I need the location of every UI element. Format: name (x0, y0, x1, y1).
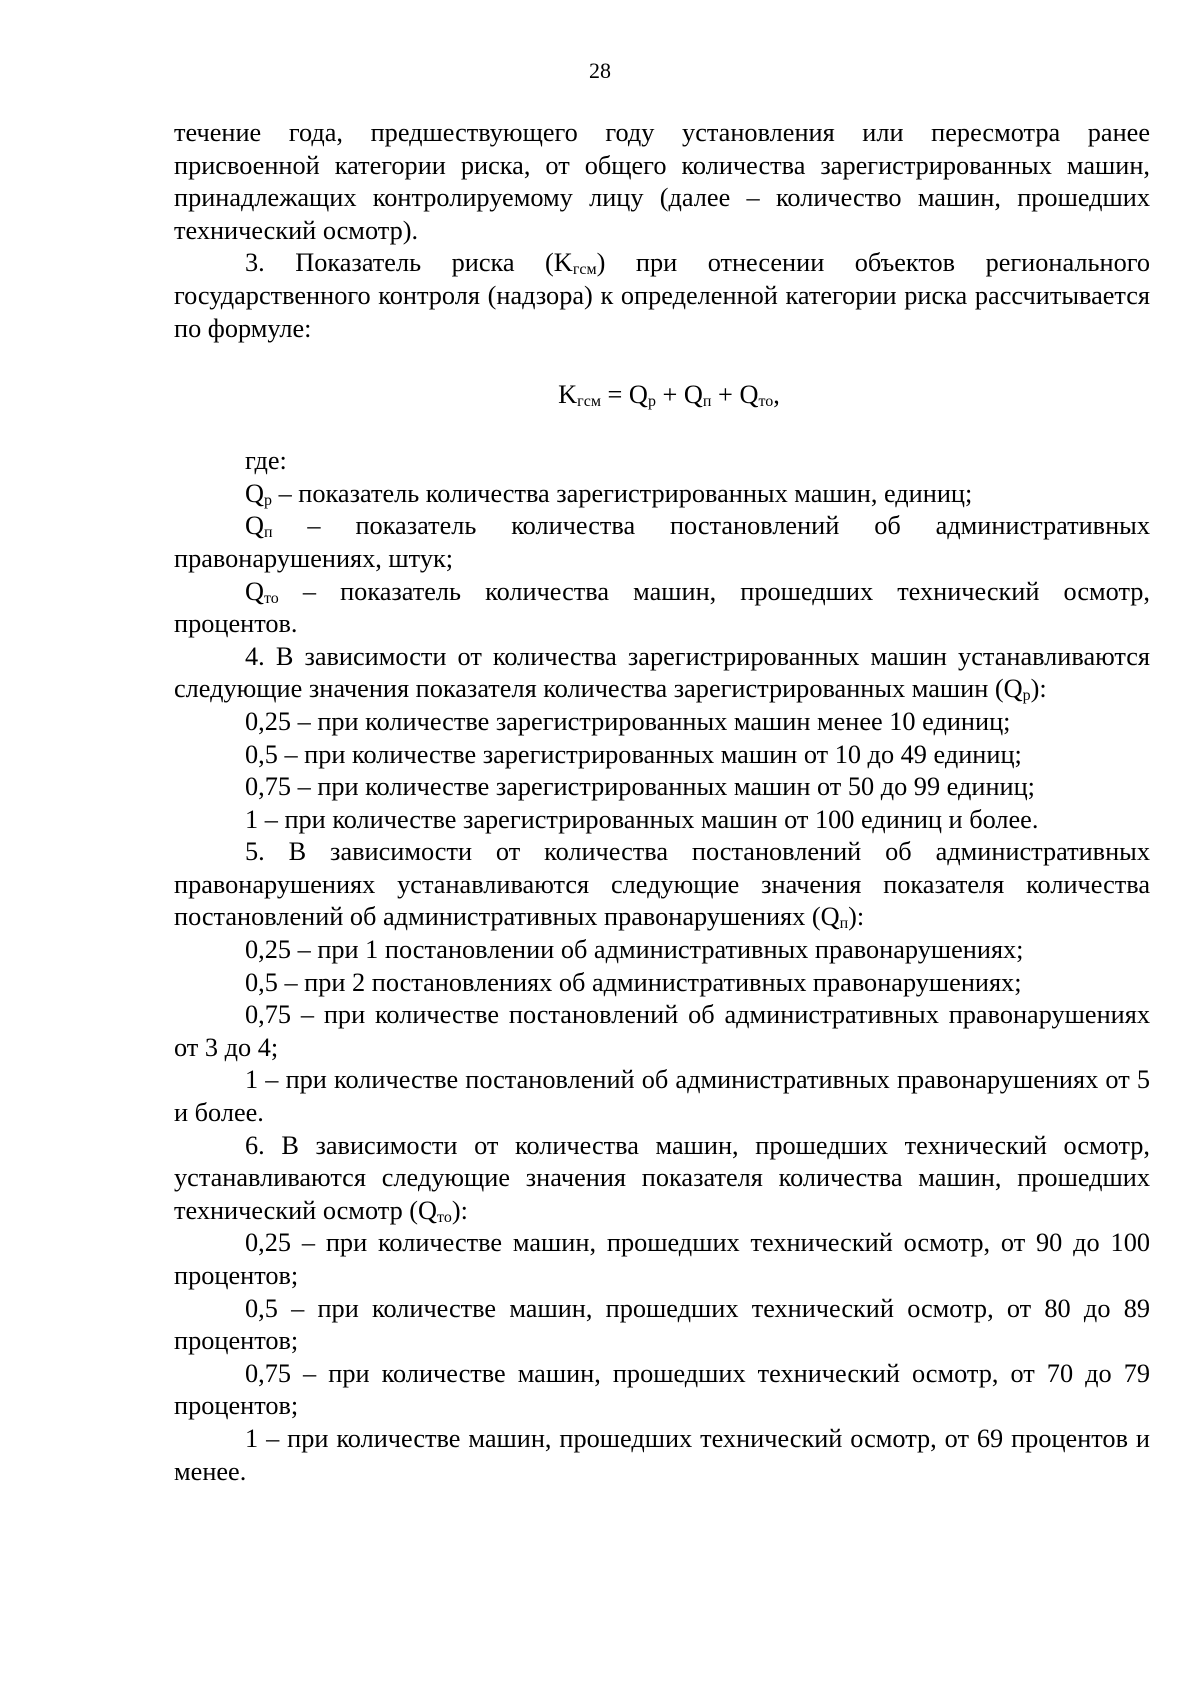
paragraph-text: ): (451, 1195, 468, 1225)
paragraph-item-3 (174, 247, 1150, 345)
subscript: п (264, 524, 273, 542)
subscript: то (758, 393, 774, 411)
paragraph-text: 5. В зависимости от количества постановлений об административных правонарушениях устанавливаются следующие значения показателя количества постановлений об административных правонарушениях (Q (174, 837, 1150, 932)
page-number: 28 (589, 58, 611, 83)
formula-symbol: Q (245, 511, 264, 541)
paragraph-text: 3. Показатель риска (K (245, 248, 573, 278)
paragraph-text: – показатель количества постановлений об административных правонарушениях, штук; (174, 511, 1150, 573)
list-item: 0,5 – при количестве зарегистрированных машин от 10 до 49 единиц; (245, 739, 1022, 769)
formula-symbol: Q (245, 576, 264, 606)
list-item: 0,75 – при количестве постановлений об административных правонарушениях от 3 до 4; (174, 1000, 1150, 1062)
list-item: 0,25 – при 1 постановлении об административных правонарушениях; (245, 935, 1024, 965)
list-item: 1 – при количестве зарегистрированных машин от 100 единиц и более. (245, 804, 1039, 834)
subscript: п (702, 393, 712, 411)
subscript: гсм (572, 261, 597, 279)
definition-qto (174, 576, 1150, 641)
list-item: 1 – при количестве машин, прошедших технический осмотр, от 69 процентов и менее. (174, 1423, 1150, 1486)
where-label: где: (245, 446, 287, 476)
paragraph-continuation: течение года, предшествующего году установления или пересмотра ранее присвоенной категории риска, от общего количества зарегистрированных машин, принадлежащих контролируемому лицу (далее – количество машин, прошедших технический осмотр). (174, 118, 1150, 245)
definition-qn (174, 510, 1150, 575)
list-item: 0,5 – при 2 постановлениях об административных правонарушениях; (245, 967, 1022, 997)
formula-symbol: Q (245, 478, 264, 508)
paragraph-text: – показатель количества машин, прошедших технический осмотр, процентов. (174, 576, 1150, 639)
paragraph-text: ): (1030, 674, 1047, 704)
formula-symbol: + Q (655, 380, 703, 410)
subscript: р (264, 491, 272, 509)
definition-qp (174, 478, 1150, 511)
paragraph-text: ): (848, 902, 865, 932)
list-item: 0,25 – при количестве машин, прошедших технический осмотр, от 90 до 100 процентов; (174, 1228, 1150, 1290)
formula-symbol: K (558, 380, 578, 410)
paragraph-item-6 (174, 1130, 1150, 1228)
paragraph-text: 6. В зависимости от количества машин, прошедших технический осмотр, устанавливаются следующие значения показателя количества машин, прошедших технический осмотр (Q (174, 1130, 1150, 1225)
document-body (174, 117, 1150, 1488)
list-item: 1 – при количестве постановлений об административных правонарушениях от 5 и более. (174, 1065, 1150, 1128)
subscript: р (647, 393, 656, 411)
formula-symbol: + Q (711, 380, 759, 410)
list-item: 0,75 – при количестве машин, прошедших технический осмотр, от 70 до 79 процентов; (174, 1358, 1150, 1421)
subscript: то (437, 1208, 452, 1226)
subscript: п (839, 915, 849, 933)
formula-symbol: = Q (600, 380, 648, 410)
paragraph-text: 4. В зависимости от количества зарегистрированных машин устанавливаются следующие значения показателя количества зарегистрированных машин (Q (174, 641, 1150, 704)
subscript: р (1022, 687, 1031, 705)
formula-symbol: , (773, 380, 780, 410)
subscript: то (264, 589, 279, 607)
list-item: 0,25 – при количестве зарегистрированных машин менее 10 единиц; (245, 706, 1011, 736)
paragraph-item-4 (174, 641, 1150, 706)
paragraph-text: ) при отнесении объектов регионального государственного контроля (надзора) к определенной категории риска рассчитывается по формуле: (174, 248, 1150, 343)
subscript: гсм (577, 393, 601, 411)
paragraph-item-5 (174, 836, 1150, 934)
list-item: 0,5 – при количестве машин, прошедших технический осмотр, от 80 до 89 процентов; (174, 1293, 1150, 1356)
paragraph-text: – показатель количества зарегистрированных машин, единиц; (272, 478, 973, 508)
risk-formula (174, 345, 1150, 445)
list-item: 0,75 – при количестве зарегистрированных машин от 50 до 99 единиц; (245, 772, 1035, 802)
